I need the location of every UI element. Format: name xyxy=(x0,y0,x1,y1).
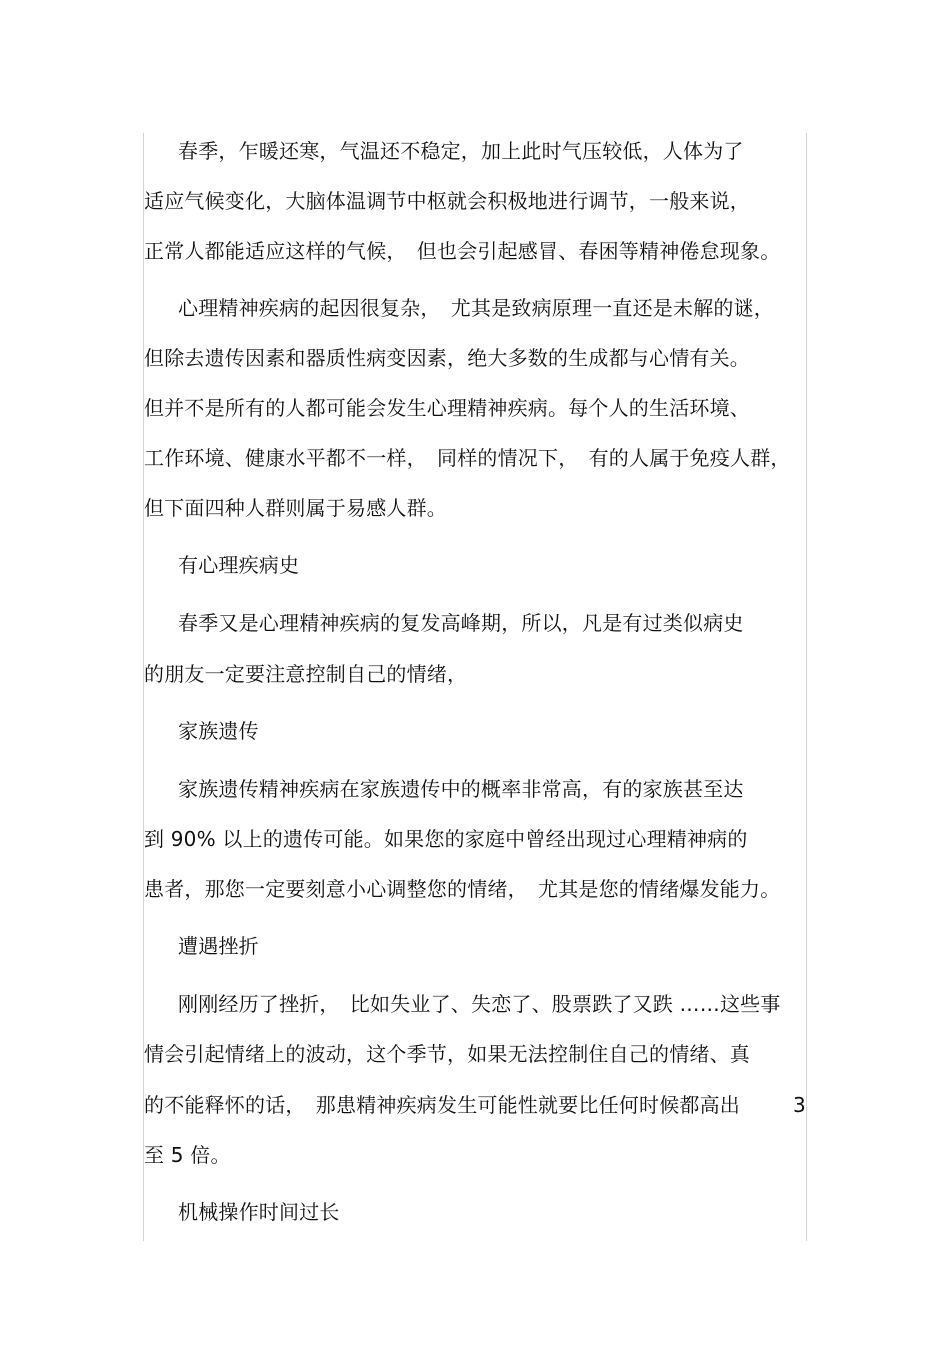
table-border-right xyxy=(806,133,807,1241)
paragraph-line: 患者，那您一定要刻意小心调整您的情绪， 尤其是您的情绪爆发能力。 xyxy=(144,877,781,901)
section-heading: 家族遗传 xyxy=(178,719,259,743)
paragraph-line: 适应气候变化，大脑体温调节中枢就会积极地进行调节，一般来说， xyxy=(144,189,750,213)
table-border-left xyxy=(143,133,144,1241)
paragraph-line: 的不能释怀的话， 那患精神疾病发生可能性就要比任何时候都高出 xyxy=(144,1093,740,1117)
paragraph-line: 刚刚经历了挫折， 比如失业了、失恋了、股票跌了又跌 ……这些事 xyxy=(178,992,781,1016)
paragraph-line: 春季又是心理精神疾病的复发高峰期，所以，凡是有过类似病史 xyxy=(178,611,744,635)
paragraph-line: 的朋友一定要注意控制自己的情绪， xyxy=(144,662,468,686)
paragraph-line: 情会引起情绪上的波动，这个季节，如果无法控制住自己的情绪、真 xyxy=(144,1042,750,1066)
paragraph-line: 工作环境、健康水平都不一样， 同样的情况下， 有的人属于免疫人群， xyxy=(144,446,791,470)
paragraph-line: 春季，乍暖还寒，气温还不稳定，加上此时气压较低，人体为了 xyxy=(178,139,744,163)
paragraph-line: 但除去遗传因素和器质性病变因素，绝大多数的生成都与心情有关。 xyxy=(144,346,750,370)
section-heading: 机械操作时间过长 xyxy=(178,1200,340,1224)
paragraph-line: 家族遗传精神疾病在家族遗传中的概率非常高，有的家族甚至达 xyxy=(178,777,744,801)
paragraph-line: 但下面四种人群则属于易感人群。 xyxy=(144,496,447,520)
paragraph-line: 但并不是所有的人都可能会发生心理精神疾病。每个人的生活环境、 xyxy=(144,396,750,420)
paragraph-line: 心理精神疾病的起因很复杂， 尤其是致病原理一直还是未解的谜， xyxy=(178,296,774,320)
paragraph-line: 至 5 倍。 xyxy=(144,1143,231,1167)
paragraph-line: 正常人都能适应这样的气候， 但也会引起感冒、春困等精神倦怠现象。 xyxy=(144,239,781,263)
section-heading: 遭遇挫折 xyxy=(178,934,259,958)
margin-number: 3 xyxy=(793,1093,806,1117)
section-heading: 有心理疾病史 xyxy=(178,553,300,577)
paragraph-line: 到 90% 以上的遗传可能。如果您的家庭中曾经出现过心理精神病的 xyxy=(144,827,748,851)
